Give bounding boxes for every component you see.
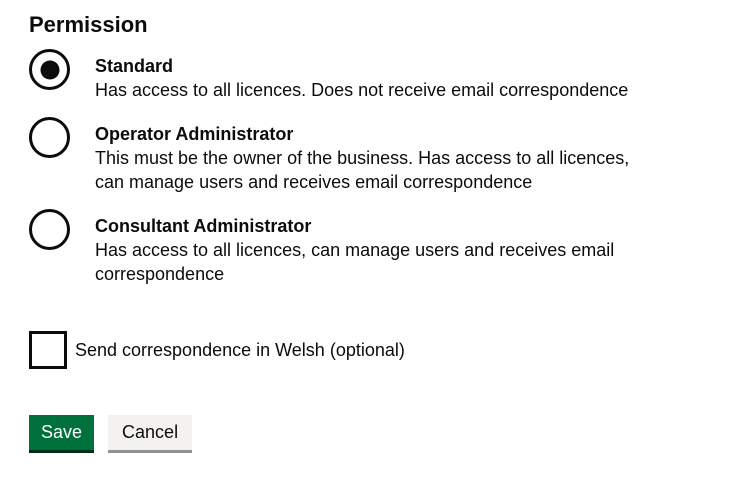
radio-label-standard[interactable]: Standard [95,56,174,76]
radio-label-operator-administrator[interactable]: Operator Administrator [95,124,294,144]
radio-label-consultant-administrator[interactable]: Consultant Administrator [95,216,312,236]
radio-hint-operator-administrator: This must be the owner of the business. Has access to all licences, can manage users and receives email correspondence [95,148,630,192]
form-actions [29,415,699,450]
cancel-button[interactable]: Cancel [108,415,192,450]
radio-hint-standard: Has access to all licences. Does not receive email correspondence [95,80,629,100]
welsh-correspondence-checkbox-item [29,331,699,371]
radio-button-standard[interactable] [29,49,70,90]
permission-radio-group [29,49,699,286]
welsh-correspondence-checkbox-label[interactable]: Send correspondence in Welsh (optional) [75,340,405,360]
radio-button-operator-administrator[interactable] [29,117,70,158]
welsh-correspondence-checkbox[interactable] [29,331,67,369]
save-button[interactable]: Save [29,415,94,450]
radio-option-consultant-administrator [29,209,699,286]
radio-hint-consultant-administrator: Has access to all licences, can manage users and receives email correspondence [95,240,615,284]
radio-button-consultant-administrator[interactable] [29,209,70,250]
radio-option-operator-administrator [29,117,699,194]
radio-option-standard [29,49,699,102]
page-title: Permission [29,12,148,37]
